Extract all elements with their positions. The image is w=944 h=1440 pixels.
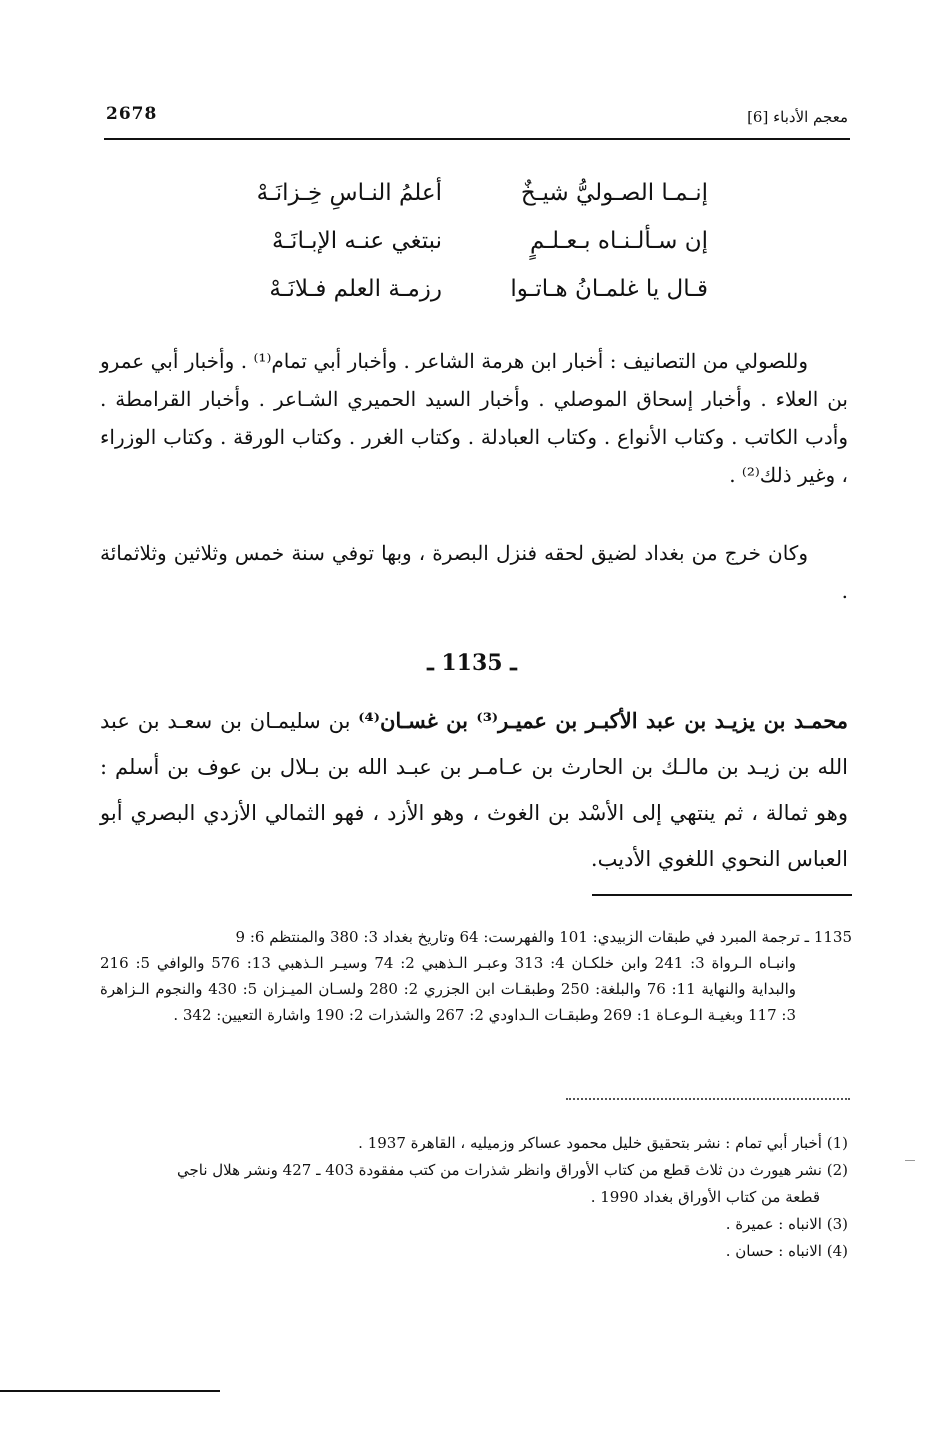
footnote [100, 1157, 848, 1211]
verse-hemistich-right: إنـمـا الصـوليُّ شيـخٌ [520, 180, 708, 206]
sources-first-line: 1135 ـ ترجمة المبرد في طبقات الزبيدي: 101 والفهرست: 64 وتاريخ بغداد 3: 380 والمنتظم 6: 9 [235, 928, 852, 946]
running-head: معجم الأدباء [6] [747, 108, 848, 126]
entry-lineage: بن سليمـان بن سعـد بن عبد الله بن زيـد بن مالـك بن الحارث بن عـامـر بن عبـد الله بن بـلال بن عوف بن أسلم : وهو ثمالة ، ثم ينتهي إلى الأسْد بن الغوث ، وهو الأزد ، فهو الثمالي الأزدي البصري أبو العباس النحوي اللغوي الأديب. [100, 709, 848, 871]
footnote [100, 1238, 848, 1265]
entry-name: محمـد بن يزيـد بن عبد الأكبـر بن عميـر⁽³⁾ بن غسـان⁽⁴⁾ [358, 708, 848, 733]
footnote-text: (1) أخبار أبي تمام : نشر بتحقيق خليل محمود عساكر وزميليه ، القاهرة 1937 . [358, 1134, 848, 1152]
bottom-rule [0, 1390, 220, 1392]
entry-biography [100, 698, 848, 882]
footnotes [100, 1130, 848, 1265]
death-paragraph: وكان خرج من بغداد لضيق لحقه فنزل البصرة ، وبها توفي سنة خمس وثلاثين وثلاثمائة . [100, 541, 848, 603]
sources-rule [592, 894, 852, 896]
sources-note [100, 924, 852, 1028]
margin-mark [905, 1160, 915, 1161]
footnote-text: (4) الانباه : حسان . [725, 1242, 848, 1260]
verse-hemistich-left: أعلمُ النـاسِ خِـزانَـهْ [256, 180, 442, 206]
header-rule [104, 138, 850, 140]
footnote-text: (2) نشر هيورث دن ثلاث قطع من كتاب الأوراق وانظر شذرات من كتب مفقودة 403 ـ 427 ونشر هلال ناجي [176, 1161, 848, 1179]
entry-number: ـ 1135 ـ [427, 650, 517, 676]
footnote-continuation: قطعة من كتاب الأوراق بغداد 1990 . [590, 1188, 820, 1206]
footnote [100, 1130, 848, 1157]
page-number: 2678 [106, 104, 158, 124]
verse-hemistich-left: رزمـة العلم فـلانَـهْ [269, 276, 442, 302]
verse-hemistich-right: إن سـألـنـاه بـعـلـمٍ [529, 228, 708, 254]
verse-hemistich-left: نبتغي عنـه الإبـانَـهْ [271, 228, 442, 254]
dotted-rule [566, 1098, 850, 1100]
works-paragraph: وللصولي من التصانيف : أخبار ابن هرمة الشاعر . وأخبار أبي تمام⁽¹⁾ . وأخبار أبي عمرو بن العلاء . وأخبار إسحاق الموصلي . وأخبار السيد الحميري الشـاعر . وأخبار القرامطة . وأدب الكاتب . وكتاب الأنواع . وكتاب العبادلة . وكتاب الغرر . وكتاب الورقة . وكتاب الوزراء ، وغير ذلك⁽²⁾ . [100, 349, 848, 487]
verse-hemistich-right: قـال يا غلمـانُ هـاتـوا [510, 276, 708, 302]
footnote-text: (3) الانباه : عميرة . [725, 1215, 848, 1233]
sources-continuation: وانبـاه الـرواة 3: 241 وابن خلكـان 4: 313 وعبـر الـذهبي 2: 74 وسيـر الـذهبي 13: 576 والوافي 5: 216 والبداية والنهاية 11: 76 والبلغة: 250 وطبقـات ابن الجزري 2: 280 ولسـان الميـزان 5: 430 والنجوم الـزاهرة 3: 117 وبغيـة الـوعـاة 1: 269 وطبقـات الـداودي 2: 267 والشذرات 2: 190 واشارة التعيين: 342 . [100, 954, 797, 1024]
footnote [100, 1211, 848, 1238]
